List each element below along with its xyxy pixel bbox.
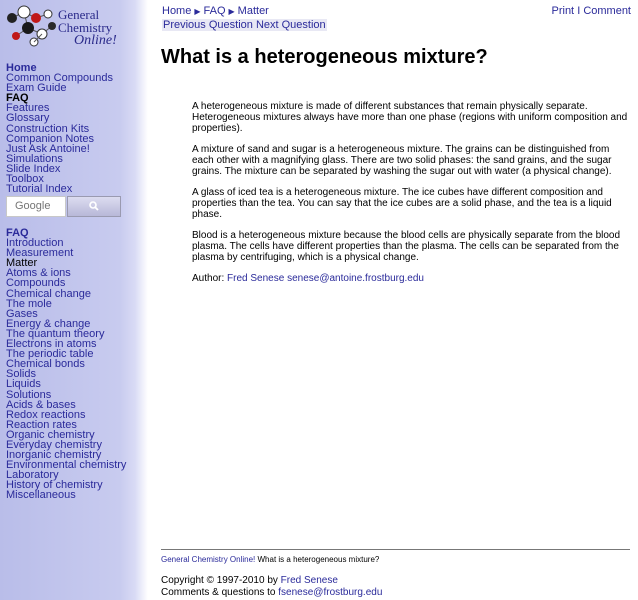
page-title: What is a heterogeneous mixture? <box>161 46 488 68</box>
sidebar-topic-matter[interactable]: Matter <box>6 257 38 270</box>
sidebar-topic-redox-reactions[interactable]: Redox reactions <box>6 408 86 421</box>
sidebar-item-simulations[interactable]: Simulations <box>6 152 63 165</box>
article-body <box>192 101 630 284</box>
sidebar-item-features[interactable]: Features <box>6 102 50 115</box>
logo-line-2: Chemistry <box>58 20 113 35</box>
sidebar-item-home[interactable]: Home <box>6 62 37 74</box>
magnifier-icon <box>89 201 99 214</box>
sidebar-topic-the-mole[interactable]: The mole <box>6 297 52 310</box>
sidebar-topic-gases[interactable]: Gases <box>6 307 38 320</box>
comment-link[interactable]: Comment <box>583 5 631 17</box>
sidebar-topic-compounds[interactable]: Compounds <box>6 277 66 290</box>
paragraph-3: A glass of iced tea is a heterogeneous mixture. The ice cubes have different composition and properties than the tea. You can say that the ice cubes are a solid phase, and the tea is a liquid phase. <box>192 187 612 220</box>
comments-email-link[interactable]: fsenese@frostburg.edu <box>278 587 383 598</box>
author-email-link[interactable]: senese@antoine.frostburg.edu <box>287 273 424 284</box>
sidebar-topic-periodic-table[interactable]: The periodic table <box>6 348 94 361</box>
sidebar-item-faq[interactable]: FAQ <box>6 92 29 105</box>
paragraph-2: A mixture of sand and sugar is a heterogeneous mixture. The grains can be distinguished from each other with a magnifying glass. There are two solid phases: the sand grains, and the sugar grains. The mixture can be separated by washing the sugar out with water (a physical change). <box>192 144 612 177</box>
molecule-logo-icon <box>4 4 60 50</box>
sidebar-topic-everyday-chemistry[interactable]: Everyday chemistry <box>6 438 102 451</box>
sidebar-topic-energy-change[interactable]: Energy & change <box>6 317 91 330</box>
sidebar-item-slide-index[interactable]: Slide Index <box>6 162 61 175</box>
copyright-author-link[interactable]: Fred Senese <box>280 575 338 586</box>
author-name-link[interactable]: Fred Senese <box>227 273 285 284</box>
search-input[interactable] <box>6 196 66 217</box>
comments-text: Comments & questions to <box>161 587 276 598</box>
breadcrumb-matter[interactable]: Matter <box>237 5 269 17</box>
sidebar-topic-measurement[interactable]: Measurement <box>6 247 74 260</box>
sidebar-item-companion-notes[interactable]: Companion Notes <box>6 132 95 145</box>
question-nav <box>162 19 327 31</box>
sidebar-main-nav <box>6 63 113 194</box>
tools-separator: I <box>577 5 581 17</box>
sidebar-item-construction-kits[interactable]: Construction Kits <box>6 122 90 135</box>
sidebar-item-exam-guide[interactable]: Exam Guide <box>6 82 67 95</box>
paragraph-1: A heterogeneous mixture is made of different substances that remain physically separate. Heterogeneous mixtures always have more than one phase (regions with uniform composition and properties). <box>192 101 628 134</box>
sidebar-faq-heading[interactable]: FAQ <box>6 227 29 239</box>
breadcrumb-home[interactable]: Home <box>162 5 192 17</box>
breadcrumb-arrow-icon: ▶ <box>194 7 201 16</box>
site-logo[interactable] <box>4 4 144 52</box>
footer-site-link[interactable]: General Chemistry Online! <box>161 555 256 564</box>
logo-text <box>58 8 148 47</box>
sidebar-topic-inorganic-chemistry[interactable]: Inorganic chemistry <box>6 449 102 462</box>
logo-line-3: Online! <box>74 33 117 48</box>
sidebar-topic-history-of-chemistry[interactable]: History of chemistry <box>6 479 103 492</box>
breadcrumb-faq[interactable]: FAQ <box>203 5 226 17</box>
next-question-link[interactable]: Next Question <box>255 19 326 31</box>
search-form <box>6 196 120 217</box>
sidebar-topic-solutions[interactable]: Solutions <box>6 388 52 401</box>
author-label: Author: <box>192 273 225 284</box>
sidebar-topic-chemical-change[interactable]: Chemical change <box>6 287 91 300</box>
footer-divider <box>161 549 630 550</box>
sidebar-item-toolbox[interactable]: Toolbox <box>6 173 44 186</box>
sidebar-topic-electrons-in-atoms[interactable]: Electrons in atoms <box>6 338 97 351</box>
sidebar-topic-quantum-theory[interactable]: The quantum theory <box>6 327 105 340</box>
sidebar-topic-miscellaneous[interactable]: Miscellaneous <box>6 489 76 502</box>
sidebar-item-tutorial-index[interactable]: Tutorial Index <box>6 183 73 196</box>
sidebar <box>0 0 148 600</box>
copyright-text: Copyright © 1997-2010 by <box>161 575 278 586</box>
previous-question-link[interactable]: Previous Question <box>163 19 253 31</box>
sidebar-faq-nav <box>6 228 126 501</box>
sidebar-topic-acids-bases[interactable]: Acids & bases <box>6 398 76 411</box>
sidebar-topic-reaction-rates[interactable]: Reaction rates <box>6 418 77 431</box>
sidebar-topic-laboratory[interactable]: Laboratory <box>6 469 59 482</box>
footer-copyright <box>161 575 382 599</box>
sidebar-topic-liquids[interactable]: Liquids <box>6 378 41 391</box>
sidebar-topic-organic-chemistry[interactable]: Organic chemistry <box>6 428 95 441</box>
sidebar-item-just-ask-antoine[interactable]: Just Ask Antoine! <box>6 142 90 155</box>
breadcrumb-arrow-icon: ▶ <box>228 7 235 16</box>
footer-breadcrumb <box>161 555 379 564</box>
author-line <box>192 273 630 284</box>
sidebar-topic-introduction[interactable]: Introduction <box>6 237 64 250</box>
breadcrumb <box>162 5 327 31</box>
sidebar-item-glossary[interactable]: Glossary <box>6 112 50 125</box>
page-tools <box>552 5 632 17</box>
print-link[interactable]: Print <box>551 5 575 17</box>
sidebar-topic-atoms-ions[interactable]: Atoms & ions <box>6 267 71 280</box>
sidebar-topic-chemical-bonds[interactable]: Chemical bonds <box>6 358 85 371</box>
paragraph-4: Blood is a heterogeneous mixture because the blood cells are physically separate from the blood plasma. The cells have different properties than the plasma. The cells can be separated from the plasma by centrifuging, which is a physical change. <box>192 230 621 263</box>
sidebar-topic-solids[interactable]: Solids <box>6 368 36 381</box>
footer-page-name: What is a heterogeneous mixture? <box>257 555 380 564</box>
sidebar-item-common-compounds[interactable]: Common Compounds <box>6 72 113 85</box>
logo-line-1: General <box>58 7 100 22</box>
sidebar-topic-environmental-chemistry[interactable]: Environmental chemistry <box>6 459 127 472</box>
search-button[interactable] <box>67 196 121 217</box>
